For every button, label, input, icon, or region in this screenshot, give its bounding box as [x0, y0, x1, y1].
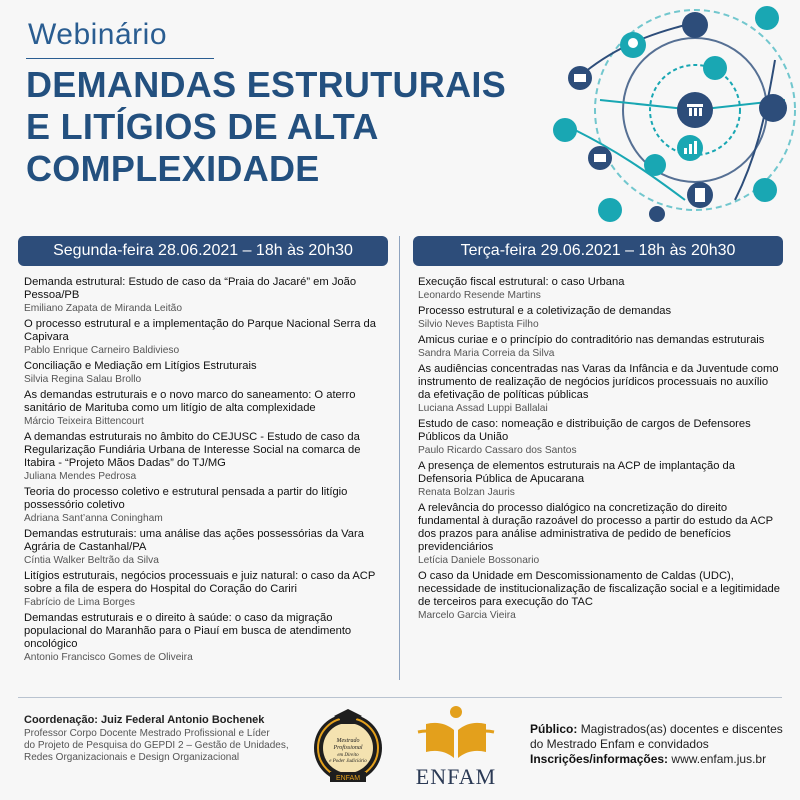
talk-item — [24, 612, 390, 664]
enfam-logo — [408, 702, 504, 794]
talk-item — [418, 363, 782, 415]
talk-speaker: Juliana Mendes Pedrosa — [24, 471, 137, 482]
talk-speaker: Fabrício de Lima Borges — [24, 597, 135, 608]
talk-title: Demanda estrutural: Estudo de caso da “Praia do Jacaré” em João Pessoa/PB — [24, 276, 357, 301]
publico-text: Magistrados(as) docentes e discentes do Mestrado Enfam e convidados — [530, 722, 783, 751]
talk-speaker: Márcio Teixeira Bittencourt — [24, 416, 144, 427]
coordination-line: Professor Corpo Docente Mestrado Profissional e Líder — [24, 728, 270, 739]
enfam-emblem-icon — [408, 702, 504, 762]
talk-item — [24, 276, 390, 315]
talk-item — [24, 431, 390, 483]
talk-title: Demandas estruturais e o direito à saúde: o caso da migração populacional do Maranhão para o Piauí em busca de atendimento oncológico — [24, 612, 352, 650]
talk-item — [418, 305, 782, 331]
gavel-icon — [598, 198, 622, 222]
publico-line — [530, 722, 790, 752]
talk-title: A demandas estruturais no âmbito do CEJUSC - Estudo de caso da Regularização Fundiária Urbana de Interesse Social na comarca de Itabira - “Projeto Mãos Dadas” do TJ/MG — [24, 431, 361, 469]
talk-item — [24, 389, 390, 428]
audience-info — [530, 722, 790, 767]
inscricoes-link[interactable]: www.enfam.jus.br — [671, 752, 767, 766]
talk-speaker: Emiliano Zapata de Miranda Leitão — [24, 303, 183, 314]
money-icon — [755, 6, 779, 30]
talk-speaker: Letícia Daniele Bossonario — [418, 555, 540, 566]
talk-title: Demandas estruturais: uma análise das ações possessórias da Vara Agrária de Castanhal/PA — [24, 528, 364, 553]
svg-text:Profissional: Profissional — [333, 745, 363, 751]
inscricoes-label: Inscrições/informações: — [530, 752, 669, 766]
coordination-title: Coordenação: Juiz Federal Antonio Bochenek — [24, 714, 265, 726]
talk-speaker: Leonardo Resende Martins — [418, 290, 541, 301]
people-icon — [682, 12, 708, 38]
talk-speaker: Pablo Enrique Carneiro Baldivieso — [24, 345, 180, 356]
talk-speaker: Silvio Neves Baptista Filho — [418, 319, 539, 330]
svg-text:ENFAM: ENFAM — [335, 775, 361, 782]
talk-item — [24, 486, 390, 525]
talk-speaker: Sandra Maria Correia da Silva — [418, 348, 555, 359]
handshake-icon — [759, 94, 787, 122]
talk-title: As demandas estruturais e o novo marco do saneamento: O aterro sanitário de Marituba como um litígio de alta complexidade — [24, 389, 356, 414]
talk-title: Amicus curiae e o princípio do contraditório nas demandas estruturais — [418, 334, 765, 346]
publico-label: Público: — [530, 722, 578, 736]
webinar-kicker: Webinário — [28, 18, 168, 51]
talk-title: As audiências concentradas nas Varas da Infância e da Juventude como instrumento de realização de negócios jurídicos processuais no auxílio da efetivação de políticas públicas — [418, 363, 779, 401]
kicker-underline — [26, 58, 214, 59]
title-line-3: COMPLEXIDADE — [26, 148, 320, 189]
talk-speaker: Adriana Sant’anna Coningham — [24, 513, 163, 524]
day2-header: Terça-feira 29.06.2021 – 18h às 20h30 — [413, 236, 783, 266]
talk-speaker: Renata Bolzan Jauris — [418, 487, 515, 498]
network-illustration — [545, 0, 800, 232]
talk-speaker: Luciana Assad Luppi Ballalai — [418, 403, 548, 414]
talk-item — [418, 276, 782, 302]
talk-title: O processo estrutural e a implementação do Parque Nacional Serra da Capivara — [24, 318, 376, 343]
talk-item — [418, 502, 782, 567]
event-title — [26, 64, 546, 190]
talk-title: Conciliação e Mediação em Litígios Estruturais — [24, 360, 257, 372]
mestrado-seal-logo — [310, 700, 386, 792]
title-line-1: DEMANDAS ESTRUTURAIS — [26, 64, 507, 105]
talk-title: A relevância do processo dialógico na concretização do direito fundamental à duração razoável do processo a partir do estudo da ACP dos prazos para análise administrativa de pedido de benefícios previdenciários — [418, 502, 773, 553]
svg-text:e Poder Judiciário: e Poder Judiciário — [329, 759, 367, 764]
talk-title: O caso da Unidade em Descomissionamento de Caldas (UDC), necessidade de institucionalização de fiscalização social e a legitimidade de terceiros para execução do TAC — [418, 570, 780, 608]
folder-icon — [753, 178, 777, 202]
talk-speaker: Antonio Francisco Gomes de Oliveira — [24, 652, 193, 663]
enfam-wordmark: ENFAM — [415, 764, 497, 789]
svg-text:em Direito: em Direito — [337, 753, 359, 758]
column-divider — [399, 236, 400, 680]
talk-title: Litígios estruturais, negócios processuais e juiz natural: o caso da ACP sobre a fila de espera do Hospital do Coração do Cariri — [24, 570, 376, 595]
talk-item — [418, 460, 782, 499]
talk-title: Execução fiscal estrutural: o caso Urbana — [418, 276, 625, 288]
talk-item — [418, 334, 782, 360]
day1-header: Segunda-feira 28.06.2021 – 18h às 20h30 — [18, 236, 388, 266]
talk-item — [418, 570, 782, 622]
talk-title: Teoria do processo coletivo e estrutural pensada a partir do litígio possessório coletivo — [24, 486, 348, 511]
inscricoes-line — [530, 752, 790, 767]
card-icon — [649, 206, 665, 222]
talk-speaker: Paulo Ricardo Cassaro dos Santos — [418, 445, 577, 456]
title-line-2: E LITÍGIOS DE ALTA — [26, 106, 379, 147]
talk-title: Estudo de caso: nomeação e distribuição de cargos de Defensores Públicos da União — [418, 418, 751, 443]
talk-item — [24, 360, 390, 386]
talk-title: A presença de elementos estruturais na ACP de implantação da Defensoria Pública de Apucarana — [418, 460, 735, 485]
talk-item — [24, 570, 390, 609]
calculator-icon — [644, 154, 666, 176]
talk-title: Processo estrutural e a coletivização de demandas — [418, 305, 672, 317]
day1-program — [24, 276, 390, 667]
megaphone-icon — [703, 56, 727, 80]
talk-item — [418, 418, 782, 457]
coordination-line: do Projeto de Pesquisa do GEPDI 2 – Gestão de Unidades, — [24, 740, 289, 751]
coordination-line: Redes Organizacionais e Design Organizacional — [24, 752, 240, 763]
scales-icon — [553, 118, 577, 142]
talk-item — [24, 318, 390, 357]
talk-speaker: Cíntia Walker Beltrão da Silva — [24, 555, 159, 566]
talk-speaker: Marcelo Garcia Vieira — [418, 610, 516, 621]
talk-item — [24, 528, 390, 567]
day2-program — [418, 276, 782, 625]
coordination-block — [24, 714, 314, 764]
footer-divider — [18, 697, 782, 698]
talk-speaker: Silvia Regina Salau Brollo — [24, 374, 142, 385]
svg-text:Mestrado: Mestrado — [336, 738, 360, 744]
